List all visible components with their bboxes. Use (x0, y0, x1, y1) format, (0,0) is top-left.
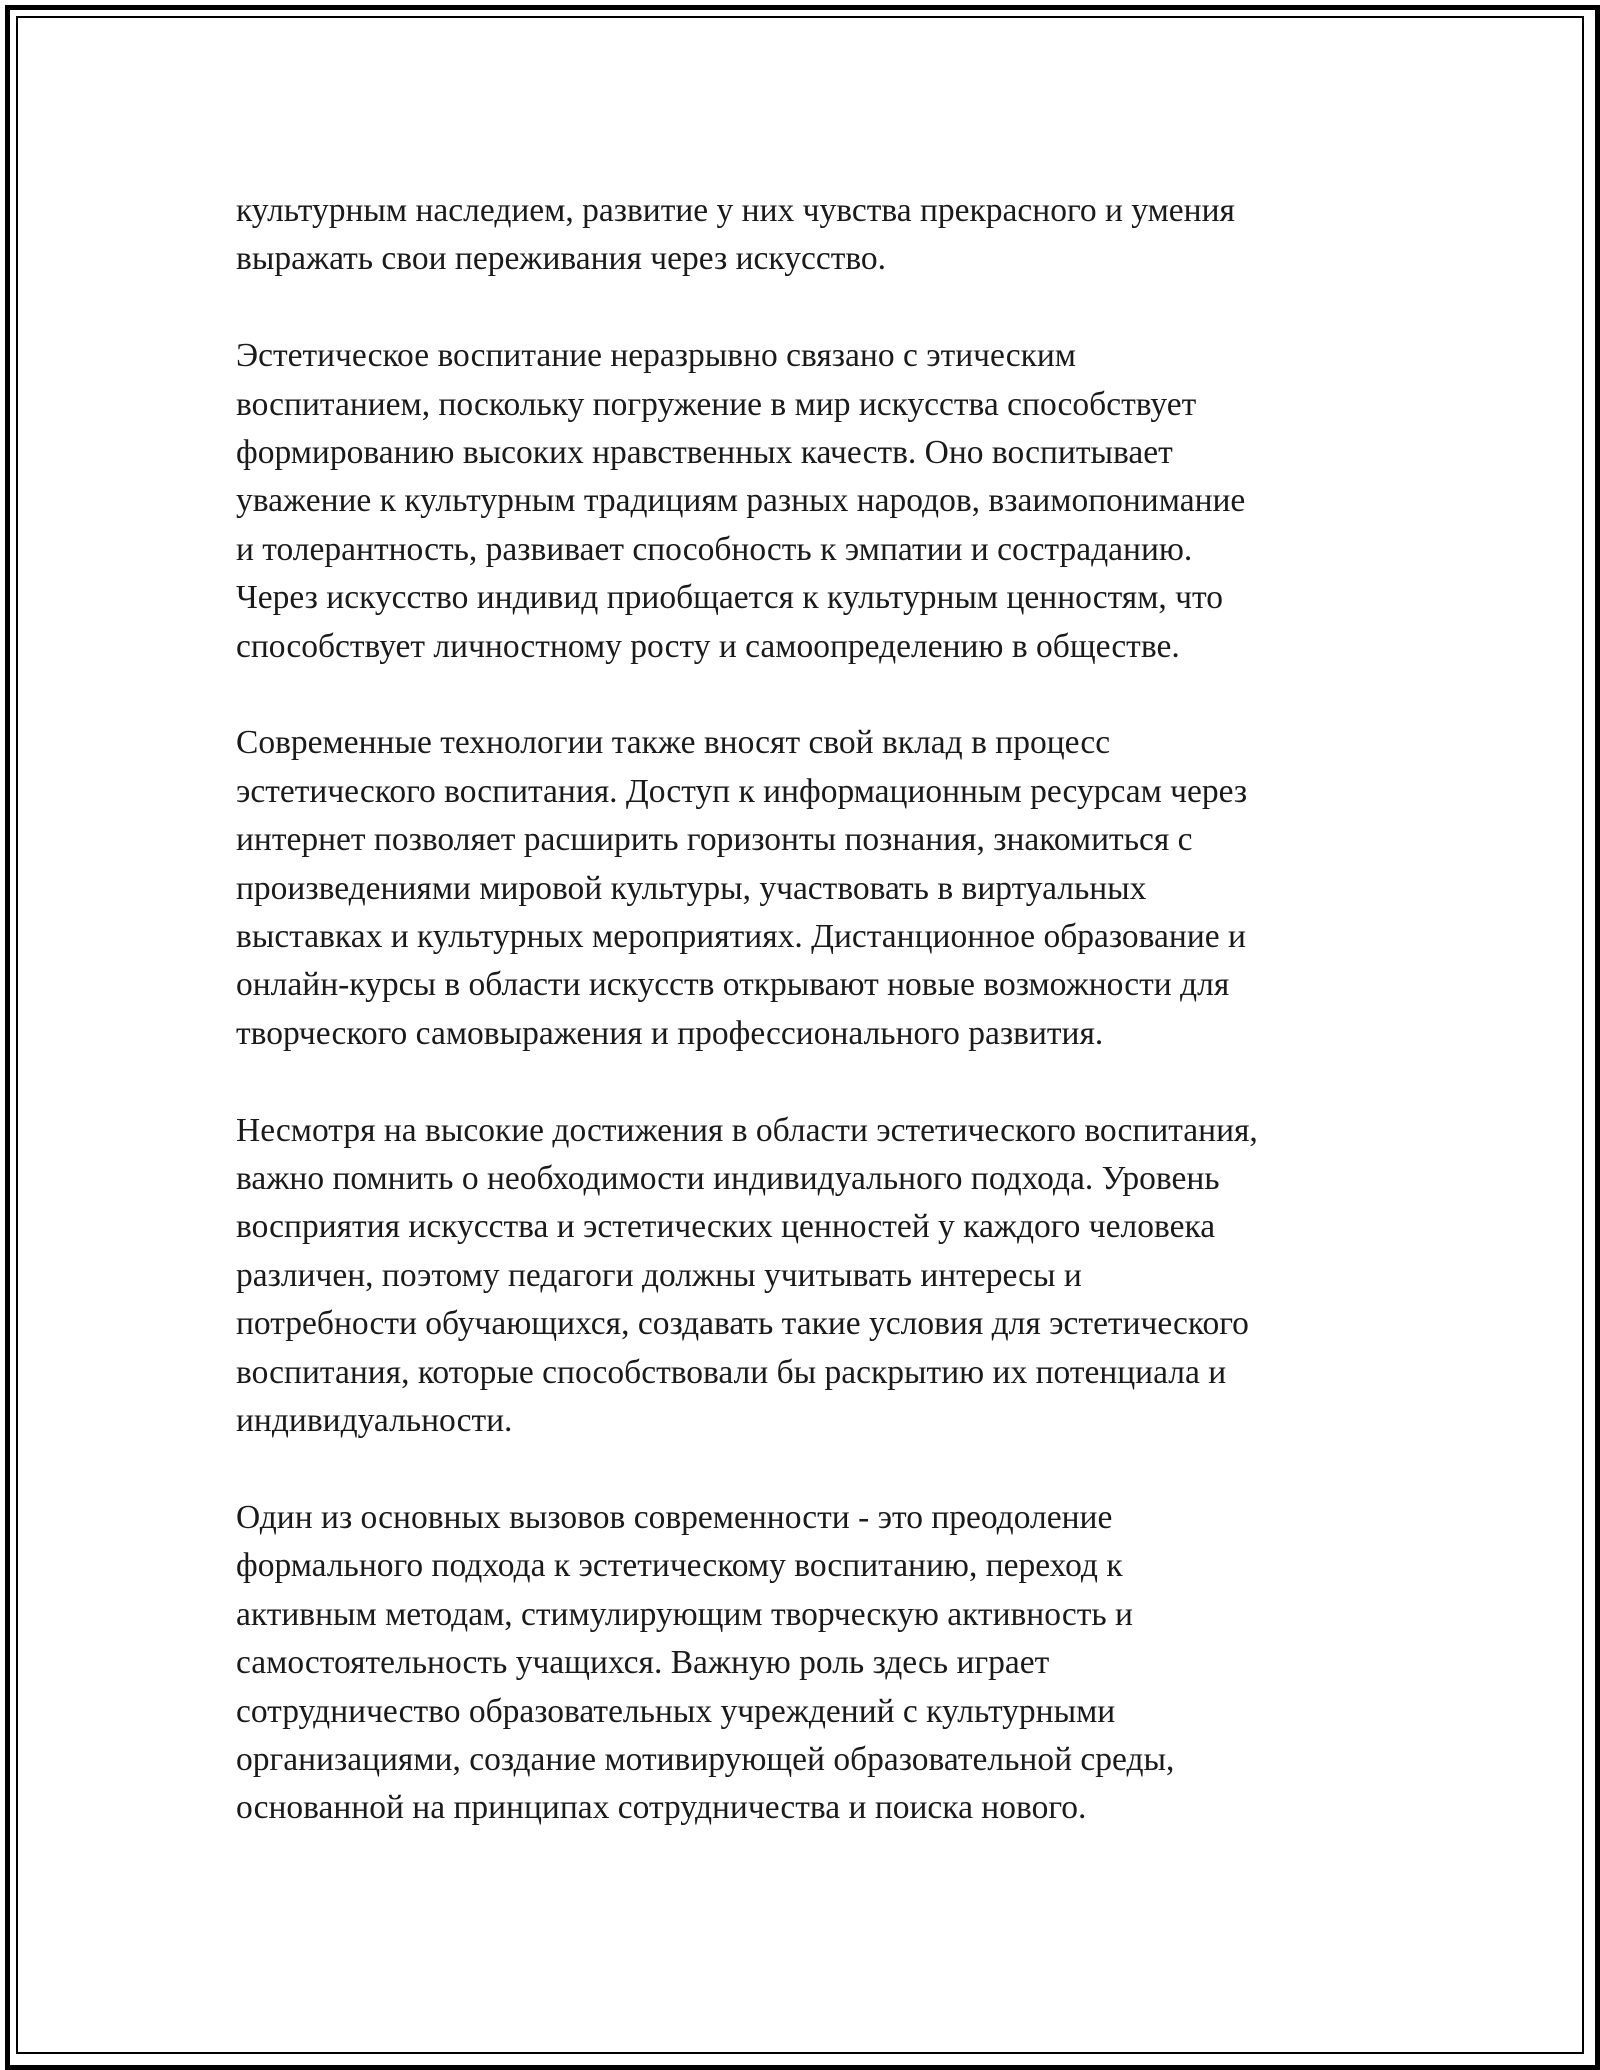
text-line: уважение к культурным традициям разных народов, взаимопонимание (236, 482, 1246, 520)
text-line: основанной на принципах сотрудничества и поиска нового. (236, 1789, 1087, 1827)
text-line: формального подхода к эстетическому воспитанию, переход к (236, 1547, 1123, 1585)
paragraph (236, 332, 1376, 671)
text-line: и толерантность, развивает способность к эмпатии и состраданию. (236, 530, 1193, 568)
text-line: сотрудничество образовательных учреждений с культурными (236, 1692, 1116, 1730)
text-line: воспитанием, поскольку погружение в мир искусства способствует (236, 385, 1197, 423)
text-line: способствует личностному росту и самоопределению в обществе. (236, 627, 1180, 665)
text-line: выставках и культурных мероприятиях. Дистанционное образование и (236, 918, 1246, 956)
paragraph (236, 1494, 1376, 1833)
text-line: важно помнить о необходимости индивидуального подхода. Уровень (236, 1160, 1220, 1198)
text-line: Через искусство индивид приобщается к культурным ценностям, что (236, 579, 1223, 617)
text-line: Современные технологии также вносят свой вклад в процесс (236, 724, 1111, 762)
text-line: формированию высоких нравственных качеств. Оно воспитывает (236, 434, 1173, 472)
document-body (236, 187, 1376, 1881)
text-line: самостоятельность учащихся. Важную роль здесь играет (236, 1644, 1050, 1682)
text-line: различен, поэтому педагоги должны учитывать интересы и (236, 1256, 1082, 1294)
text-line: творческого самовыражения и профессионального развития. (236, 1014, 1104, 1052)
text-line: Один из основных вызовов современности - это преодоление (236, 1498, 1113, 1536)
text-line: организациями, создание мотивирующей образовательной среды, (236, 1740, 1175, 1778)
text-line: воспитания, которые способствовали бы раскрытию их потенциала и (236, 1353, 1227, 1391)
paragraph (236, 187, 1376, 284)
text-line: потребности обучающихся, создавать такие условия для эстетического (236, 1305, 1249, 1343)
text-line: индивидуальности. (236, 1402, 513, 1440)
text-line: активным методам, стимулирующим творческую активность и (236, 1595, 1133, 1633)
text-line: интернет позволяет расширить горизонты познания, знакомиться с (236, 821, 1193, 859)
text-line: выражать свои переживания через искусство. (236, 240, 887, 278)
text-line: Эстетическое воспитание неразрывно связано с этическим (236, 337, 1076, 375)
paragraph (236, 1107, 1376, 1446)
text-line: онлайн-курсы в области искусств открывают новые возможности для (236, 966, 1230, 1004)
text-line: культурным наследием, развитие у них чувства прекрасного и умения (236, 192, 1235, 229)
paragraph (236, 719, 1376, 1058)
text-line: восприятия искусства и эстетических ценностей у каждого человека (236, 1208, 1216, 1246)
text-line: произведениями мировой культуры, участвовать в виртуальных (236, 869, 1147, 907)
text-line: эстетического воспитания. Доступ к информационным ресурсам через (236, 772, 1248, 810)
text-line: Несмотря на высокие достижения в области эстетического воспитания, (236, 1111, 1258, 1149)
